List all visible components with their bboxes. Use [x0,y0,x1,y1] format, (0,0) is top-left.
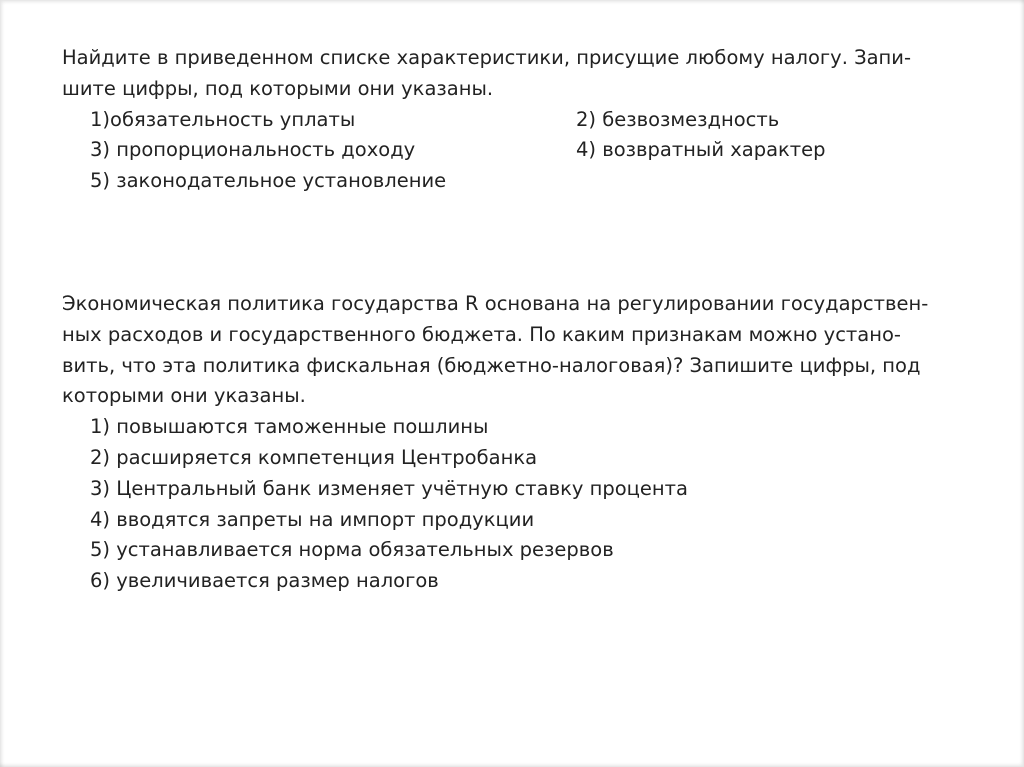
task-2-question-line-2: ных расходов и государственного бюджета. По каким признакам можно устано- [62,322,901,346]
task-1 [62,43,972,197]
task-1-option-3: 3) пропорциональность доходу [90,138,416,162]
slide-content [62,43,972,597]
task-2-question-line-4: которыми они указаны. [62,384,306,408]
task-2 [62,289,972,597]
task-2-option-1: 1) повышаются таможенные пошлины [90,415,489,439]
task-2-option-2: 2) расширяется компетенция Центробанка [90,445,538,469]
task-1-option-2: 2) безвозмездность [576,107,780,131]
task-2-option-3: 3) Центральный банк изменяет учётную ставку процента [90,476,688,500]
task-2-question-line-3: вить, что эта политика фискальная (бюджетно-налоговая)? Запишите цифры, под [62,353,921,377]
task-2-question-line-1: Экономическая политика государства R основана на регулировании государствен- [62,291,929,315]
task-1-question-line-2: шите цифры, под которыми они указаны. [62,76,494,100]
spacer [62,197,972,289]
task-2-option-4: 4) вводятся запреты на импорт продукции [90,507,535,531]
task-1-options-row-3 [62,166,972,197]
task-2-option-5: 5) устанавливается норма обязательных резервов [90,538,614,562]
task-1-options-row-1 [62,105,972,136]
task-1-option-4: 4) возвратный характер [576,138,826,162]
task-1-option-1: 1)обязательность уплаты [90,107,356,131]
task-1-question-line-1: Найдите в приведенном списке характеристики, присущие любому налогу. Запи- [62,46,912,69]
task-1-options-row-2 [62,135,972,166]
task-1-option-5: 5) законодательное установление [90,169,447,193]
task-2-option-6: 6) увеличивается размер налогов [90,569,439,593]
